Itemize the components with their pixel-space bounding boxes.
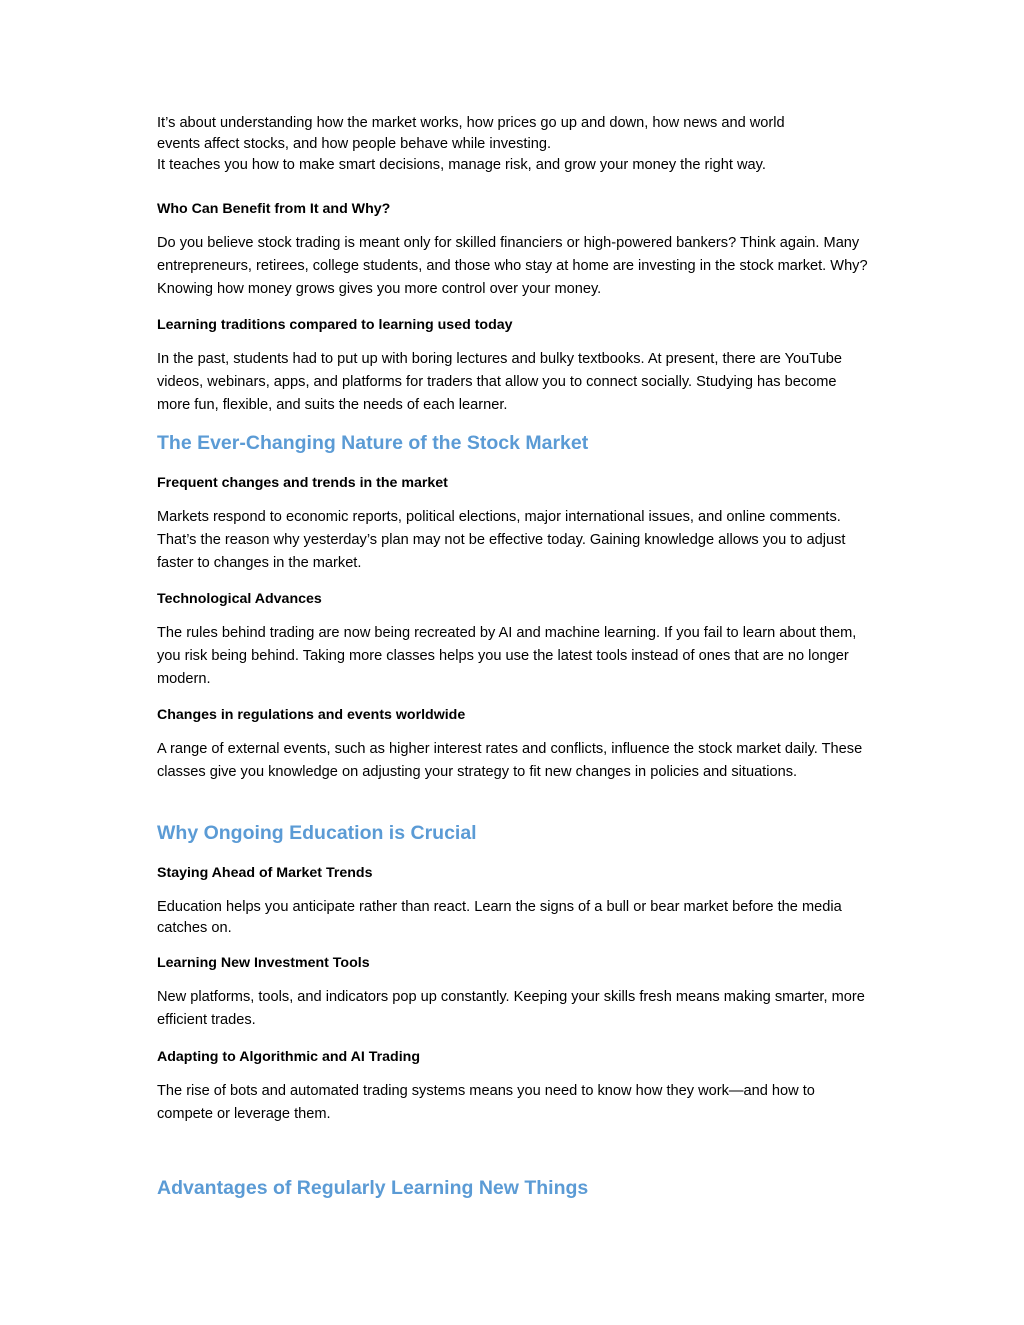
- tech-advances-paragraph: The rules behind trading are now being recreated by AI and machine learning. If you fail to learn about them, you risk being behind. Taking more classes helps you use the latest tools instead of ones that are no longer modern.: [157, 625, 857, 687]
- investment-tools-paragraph: New platforms, tools, and indicators pop up constantly. Keeping your skills fresh means making smarter, more efficient trades.: [157, 989, 865, 1028]
- regulations-paragraph: A range of external events, such as higher interest rates and conflicts, influence the stock market daily. These classes give you knowledge on adjusting your strategy to fit new changes in policies and situations.: [157, 741, 863, 780]
- market-trends-ahead-paragraph: Education helps you anticipate rather than react. Learn the signs of a bull or bear market before the media catches on.: [157, 899, 842, 936]
- market-section-title: The Ever-Changing Nature of the Stock Market: [157, 432, 589, 454]
- market-trends-ahead-heading: Staying Ahead of Market Trends: [157, 865, 373, 881]
- market-trends-paragraph: Markets respond to economic reports, political elections, major international issues, and online comments. That’s the reason why yesterday’s plan may not be effective today. Gaining knowledge allows you to adjust faster to changes in the market.: [157, 509, 846, 571]
- ai-trading-paragraph: The rise of bots and automated trading systems means you need to know how they work—and how to compete or leverage them.: [157, 1083, 815, 1122]
- who-benefit-paragraph: Do you believe stock trading is meant only for skilled financiers or high-powered bankers? Think again. Many entrepreneurs, retirees, college students, and those who stay at home are investing in the stock market. Why? Knowing how money grows gives you more control over your money.: [157, 235, 868, 297]
- market-trends-heading: Frequent changes and trends in the market: [157, 475, 448, 491]
- intro-line-3: It teaches you how to make smart decisions, manage risk, and grow your money the right way.: [157, 157, 766, 173]
- tech-advances-heading: Technological Advances: [157, 591, 322, 607]
- education-section-title: Why Ongoing Education is Crucial: [157, 822, 477, 844]
- ai-trading-heading: Adapting to Algorithmic and AI Trading: [157, 1049, 420, 1065]
- traditions-heading: Learning traditions compared to learning used today: [157, 317, 513, 333]
- intro-line-1: It’s about understanding how the market works, how prices go up and down, how news and world: [157, 115, 785, 131]
- traditions-paragraph: In the past, students had to put up with boring lectures and bulky textbooks. At present, there are YouTube videos, webinars, apps, and platforms for traders that allow you to connect socially. Studying has become more fun, flexible, and suits the needs of each learner.: [157, 351, 842, 413]
- intro-line-2: events affect stocks, and how people behave while investing.: [157, 136, 552, 152]
- intro-paragraph: [157, 113, 869, 176]
- who-benefit-heading: Who Can Benefit from It and Why?: [157, 201, 391, 217]
- advantages-section-title: Advantages of Regularly Learning New Things: [157, 1177, 589, 1199]
- investment-tools-heading: Learning New Investment Tools: [157, 955, 370, 971]
- regulations-heading: Changes in regulations and events worldwide: [157, 707, 466, 723]
